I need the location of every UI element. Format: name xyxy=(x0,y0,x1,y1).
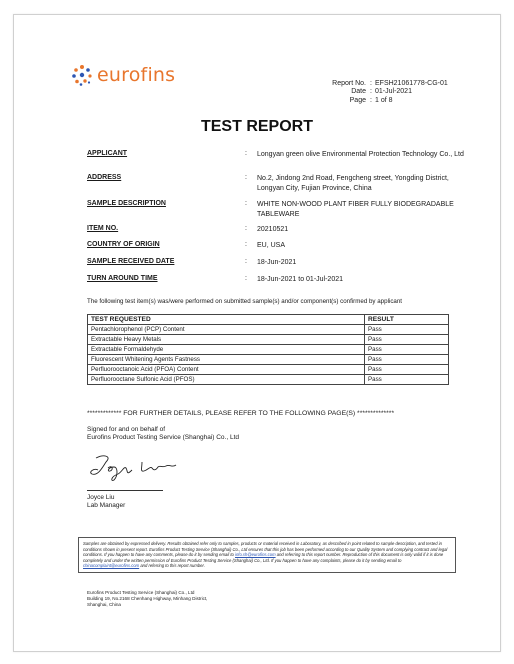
sample-label: SAMPLE DESCRIPTION xyxy=(87,200,166,207)
received-label: SAMPLE RECEIVED DATE xyxy=(87,258,175,265)
eurofins-logo-icon xyxy=(71,64,93,86)
applicant-value: Longyan green olive Environmental Protection Technology Co., Ltd xyxy=(257,151,464,158)
footer-line-1: Eurofins Product Testing Service (Shanghai) Co., Ltd xyxy=(87,590,195,595)
table-row xyxy=(88,335,449,345)
page-sep: : xyxy=(370,96,372,104)
applicant-colon: : xyxy=(245,150,247,157)
report-meta xyxy=(330,80,448,105)
intro-text: The following test item(s) was/were performed on submitted sample(s) and/or component(s) confirmed by applicant xyxy=(87,298,403,305)
date-label: Date xyxy=(351,88,366,96)
test-result: Pass xyxy=(365,375,449,385)
disclaimer-text-3: and referring to this report number. xyxy=(140,563,205,569)
origin-label: COUNTRY OF ORIGIN xyxy=(87,241,160,248)
applicant-label: APPLICANT xyxy=(87,150,128,157)
results-table xyxy=(87,314,449,385)
page-label: Page xyxy=(349,96,366,104)
test-result: Pass xyxy=(365,345,449,355)
eurofins-logo-text: eurofins xyxy=(97,64,176,86)
test-result: Pass xyxy=(365,365,449,375)
address-label: ADDRESS xyxy=(87,174,122,181)
report-no-label: Report No. xyxy=(332,80,366,87)
turnaround-colon: : xyxy=(245,275,247,282)
header-test-requested: TEST REQUESTED xyxy=(88,315,365,325)
handwritten-signature xyxy=(88,450,178,484)
eurofins-logo xyxy=(71,64,175,86)
origin-colon: : xyxy=(245,241,247,248)
footer-line-3: Shanghai, China xyxy=(87,602,121,607)
footer-address xyxy=(87,590,207,608)
date-sep: : xyxy=(370,88,372,96)
date-value: 01-Jul-2021 xyxy=(375,88,412,96)
test-result: Pass xyxy=(365,335,449,345)
test-name: Pentachlorophenol (PCP) Content xyxy=(88,325,365,335)
table-row xyxy=(88,325,449,335)
address-colon: : xyxy=(245,174,247,181)
test-name: Perfluorooctane Sulfonic Acid (PFOS) xyxy=(88,375,365,385)
report-title: TEST REPORT xyxy=(200,118,313,135)
signed-line-2: Eurofins Product Testing Service (Shanghai) Co., Ltd xyxy=(87,434,239,442)
signed-block xyxy=(87,426,239,442)
table-row xyxy=(88,365,449,375)
report-no-sep: : xyxy=(370,80,372,87)
signed-line-1: Signed for and on behalf of xyxy=(87,426,166,433)
signer-name: Joyce Liu xyxy=(87,494,115,501)
test-name: Extractable Formaldehyde xyxy=(88,345,365,355)
page-value: 1 of 8 xyxy=(375,96,393,104)
turnaround-label: TURN AROUND TIME xyxy=(87,275,158,282)
disclaimer-text-1: Samples are obtained by expressed delivery. Results obtained refer only to samples, products or material received in Laboratory, as described in point related to sample description, and tested in conditions shown in present report. Eurofins Product Testing Service (Shanghai) Co., Ltd ensures that this job has been performed according to our Quality System and complying contract and legal conditions. If you happen to have any comments, please do it by sending email to xyxy=(83,541,448,558)
turnaround-value: 18-Jun-2021 to 01-Jul-2021 xyxy=(257,276,344,283)
disclaimer-text-2: and referring to this report number. Reproduction of this document is only valid if it is done completely and under the written permission of Eurofins Product Testing Service (Shanghai) Co., Ltd. If you happen to have any complaints, please do it by sending email to xyxy=(83,552,444,563)
signature-line xyxy=(87,490,163,491)
footer-line-2: Building 19, No.2168 Chenhang Highway, Minhang District, xyxy=(87,596,208,601)
test-result: Pass xyxy=(365,355,449,365)
complaint-email-link[interactable]: chinacomplaint@eurofins.com xyxy=(83,563,140,569)
test-name: Fluorescent Whitening Agents Fastness xyxy=(88,355,365,365)
test-name: Extractable Heavy Metals xyxy=(88,335,365,345)
item-colon: : xyxy=(245,225,247,232)
further-details-note: ************* FOR FURTHER DETAILS, PLEASE REFER TO THE FOLLOWING PAGE(S) ************** xyxy=(87,410,395,417)
received-value: 18-Jun-2021 xyxy=(257,259,297,266)
signer-block xyxy=(87,494,125,510)
sample-value: WHITE NON-WOOD PLANT FIBER FULLY BIODEGRADABLE TABLEWARE xyxy=(257,201,454,218)
header-result: RESULT xyxy=(365,315,449,325)
sample-colon: : xyxy=(245,200,247,207)
table-row xyxy=(88,345,449,355)
item-label: ITEM NO. xyxy=(87,225,119,232)
disclaimer-box xyxy=(78,537,456,573)
table-row xyxy=(88,375,449,385)
received-colon: : xyxy=(245,258,247,265)
address-value: No.2, Jindong 2nd Road, Fengcheng street, Yongding District, Longyan City, Fujian Province, China xyxy=(257,175,449,192)
table-row xyxy=(88,355,449,365)
item-value: 20210521 xyxy=(257,226,289,233)
signer-role: Lab Manager xyxy=(87,502,126,510)
test-name: Perfluorooctanoic Acid (PFOA) Content xyxy=(88,365,365,375)
test-result: Pass xyxy=(365,325,449,335)
results-header-row xyxy=(88,315,449,325)
info-email-link[interactable]: info.sh@eurofins.com xyxy=(235,552,276,558)
report-no-value: EFSH21061778-CG-01 xyxy=(375,80,448,87)
origin-value: EU, USA xyxy=(257,242,286,249)
